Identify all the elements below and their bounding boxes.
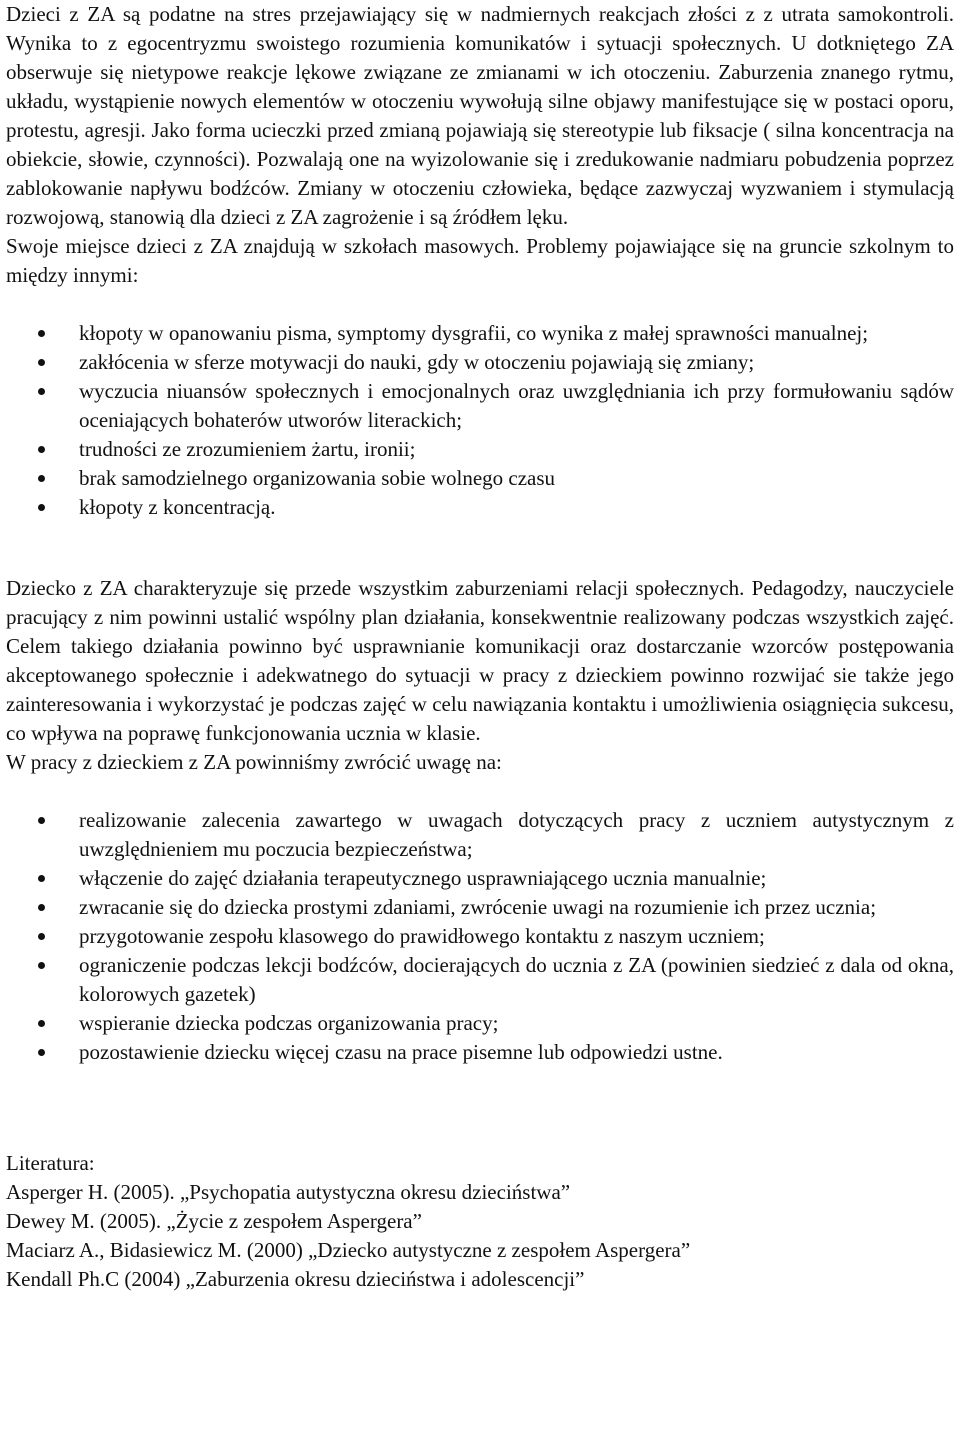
list-item	[6, 319, 954, 348]
references-section	[6, 1149, 954, 1294]
list-item	[6, 806, 954, 864]
spacer	[6, 777, 954, 806]
list-item	[6, 893, 954, 922]
bullet-dot-icon	[38, 904, 45, 911]
list-item	[6, 922, 954, 951]
list-item-text: ograniczenie podczas lekcji bodźców, docierających do ucznia z ZA (powinien siedzieć z dala od okna, kolorowych gazetek)	[79, 953, 954, 1006]
list-item-text: kłopoty z koncentracją.	[79, 495, 276, 519]
list-item	[6, 493, 954, 522]
list-item-text: brak samodzielnego organizowania sobie wolnego czasu	[79, 466, 556, 490]
bullet-dot-icon	[38, 475, 45, 482]
list-item	[6, 435, 954, 464]
reference-item: Maciarz A., Bidasiewicz M. (2000) „Dziecko autystyczne z zespołem Aspergera”	[6, 1238, 691, 1262]
bullet-dot-icon	[38, 1049, 45, 1056]
list-item	[6, 1009, 954, 1038]
list-item-text: zakłócenia w sferze motywacji do nauki, gdy w otoczeniu pojawiają się zmiany;	[79, 350, 755, 374]
list-item-text: wspieranie dziecka podczas organizowania pracy;	[79, 1011, 499, 1035]
list-item	[6, 464, 954, 493]
list-item-text: trudności ze zrozumieniem żartu, ironii;	[79, 437, 416, 461]
list-item-text: realizowanie zalecenia zawartego w uwagach dotyczących pracy z uczniem autystycznym z uwzględnieniem mu poczucia bezpieczeństwa;	[79, 808, 954, 861]
spacer	[6, 522, 954, 574]
bullet-dot-icon	[38, 933, 45, 940]
bullet-dot-icon	[38, 1020, 45, 1027]
spacer	[6, 1067, 954, 1149]
list-item	[6, 348, 954, 377]
bullet-dot-icon	[38, 359, 45, 366]
list-item-text: wyczucia niuansów społecznych i emocjonalnych oraz uwzględniania ich przy formułowaniu sądów oceniających bohaterów utworów literackich;	[79, 379, 954, 432]
spacer	[6, 290, 954, 319]
reference-item: Asperger H. (2005). „Psychopatia autystyczna okresu dzieciństwa”	[6, 1180, 571, 1204]
bullet-dot-icon	[38, 446, 45, 453]
bullet-dot-icon	[38, 875, 45, 882]
bullet-dot-icon	[38, 962, 45, 969]
bullet-dot-icon	[38, 330, 45, 337]
school-problems-list	[6, 319, 954, 522]
list-item-text: kłopoty w opanowaniu pisma, symptomy dysgrafii, co wynika z małej sprawności manualnej;	[79, 321, 869, 345]
intro-paragraph: Dzieci z ZA są podatne na stres przejawiający się w nadmiernych reakcjach złości z z utrata samokontroli. Wynika to z egocentryzmu swoistego rozumienia komunikatów i sytuacji społecznych. U dotkniętego ZA obserwuje się nietypowe reakcje lękowe związane ze zmianami w ich otoczeniu. Zaburzenia znanego rytmu, układu, wystąpienie nowych elementów w otoczeniu wywołują silne objawy manifestujące się w postaci oporu, protestu, agresji. Jako forma ucieczki przed zmianą pojawiają się stereotypie lub fiksacje ( silna koncentracja na obiekcie, słowie, czynności). Pozwalają one na wyizolowanie się i zredukowanie nadmiaru pobudzenia poprzez zablokowanie napływu bodźców. Zmiany w otoczeniu człowieka, będące zazwyczaj wyzwaniem i stymulacją rozwojową, stanowią dla dzieci z ZA zagrożenie i są źródłem lęku.	[6, 2, 954, 229]
list-item-text: włączenie do zajęć działania terapeutycznego usprawniającego ucznia manualnie;	[79, 866, 767, 890]
bullet-dot-icon	[38, 388, 45, 395]
list-item-text: pozostawienie dziecku więcej czasu na prace pisemne lub odpowiedzi ustne.	[79, 1040, 723, 1064]
work-points-list	[6, 806, 954, 1067]
reference-item: Kendall Ph.C (2004) „Zaburzenia okresu dzieciństwa i adolescencji”	[6, 1267, 585, 1291]
list-item	[6, 377, 954, 435]
bullet-dot-icon	[38, 817, 45, 824]
reference-item: Dewey M. (2005). „Życie z zespołem Aspergera”	[6, 1209, 422, 1233]
bullet-dot-icon	[38, 504, 45, 511]
school-intro-paragraph: Swoje miejsce dzieci z ZA znajdują w szkołach masowych. Problemy pojawiające się na gruncie szkolnym to między innymi:	[6, 234, 954, 287]
work-intro-paragraph: W pracy z dzieckiem z ZA powinniśmy zwrócić uwagę na:	[6, 750, 502, 774]
list-item	[6, 864, 954, 893]
list-item	[6, 1038, 954, 1067]
list-item-text: przygotowanie zespołu klasowego do prawidłowego kontaktu z naszym uczniem;	[79, 924, 765, 948]
social-relations-paragraph: Dziecko z ZA charakteryzuje się przede wszystkim zaburzeniami relacji społecznych. Pedagodzy, nauczyciele pracujący z nim powinni ustalić wspólny plan działania, konsekwentnie realizowany podczas wszystkich zajęć. Celem takiego działania powinno być usprawnianie komunikacji oraz dostarczanie wzorców postępowania akceptowanego społecznie i adekwatnego do sytuacji w pracy z dzieckiem powinno rozwijać sie także jego zainteresowania i wykorzystać je podczas zajęć w celu nawiązania kontaktu i umożliwienia osiągnięcia sukcesu, co wpływa na poprawę funkcjonowania ucznia w klasie.	[6, 576, 954, 745]
references-heading: Literatura:	[6, 1151, 95, 1175]
list-item	[6, 951, 954, 1009]
list-item-text: zwracanie się do dziecka prostymi zdaniami, zwrócenie uwagi na rozumienie ich przez ucznia;	[79, 895, 877, 919]
